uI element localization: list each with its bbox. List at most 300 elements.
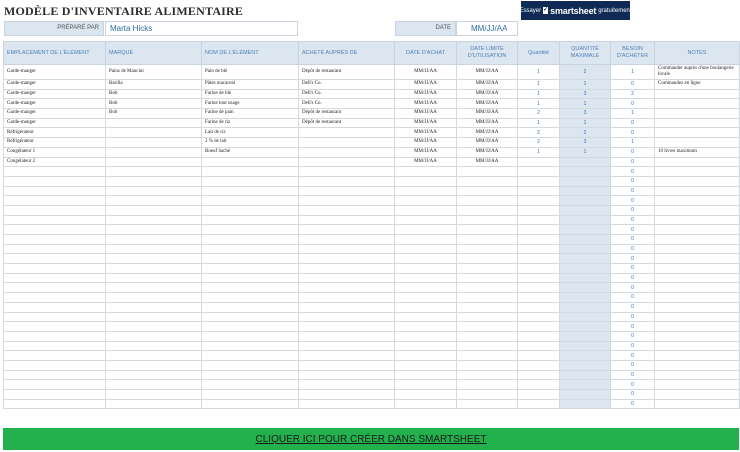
- cell-brand[interactable]: [106, 157, 202, 167]
- cell-location[interactable]: Garde-manger: [4, 65, 106, 80]
- cell-purchase-date[interactable]: MM/JJ/AA: [395, 138, 457, 148]
- cell-max-quantity[interactable]: [560, 380, 611, 390]
- cell-location[interactable]: [4, 215, 106, 225]
- cell-quantity[interactable]: [518, 370, 560, 380]
- cell-purchased-from[interactable]: [299, 341, 395, 351]
- cell-notes[interactable]: [655, 89, 740, 99]
- cell-purchased-from[interactable]: [299, 264, 395, 274]
- cell-quantity[interactable]: [518, 331, 560, 341]
- cell-expiry-date[interactable]: [457, 322, 518, 332]
- cell-max-quantity[interactable]: [560, 322, 611, 332]
- cell-quantity[interactable]: 1: [518, 118, 560, 128]
- cell-purchase-date[interactable]: [395, 293, 457, 303]
- cell-purchase-date[interactable]: [395, 360, 457, 370]
- cell-purchase-date[interactable]: [395, 176, 457, 186]
- cell-quantity[interactable]: 1: [518, 147, 560, 157]
- cell-max-quantity[interactable]: [560, 254, 611, 264]
- cell-item-name[interactable]: [202, 312, 299, 322]
- cell-purchased-from[interactable]: [299, 147, 395, 157]
- cell-max-quantity[interactable]: [560, 283, 611, 293]
- cell-max-quantity[interactable]: 1: [560, 80, 611, 90]
- cell-item-name[interactable]: Pain de blé: [202, 65, 299, 80]
- cell-purchased-from[interactable]: [299, 225, 395, 235]
- cell-max-quantity[interactable]: [560, 341, 611, 351]
- cell-expiry-date[interactable]: MM/JJ/AA: [457, 128, 518, 138]
- cell-max-quantity[interactable]: [560, 205, 611, 215]
- cell-purchased-from[interactable]: [299, 138, 395, 148]
- cell-location[interactable]: [4, 399, 106, 409]
- cell-location[interactable]: [4, 312, 106, 322]
- cell-purchase-date[interactable]: MM/JJ/AA: [395, 99, 457, 109]
- cell-brand[interactable]: [106, 138, 202, 148]
- cell-max-quantity[interactable]: [560, 264, 611, 274]
- cell-quantity[interactable]: [518, 225, 560, 235]
- cell-notes[interactable]: [655, 399, 740, 409]
- cell-brand[interactable]: [106, 273, 202, 283]
- cell-brand[interactable]: [106, 244, 202, 254]
- cell-location[interactable]: Congélateur 2: [4, 157, 106, 167]
- cell-item-name[interactable]: Farine de pain: [202, 109, 299, 119]
- cell-location[interactable]: [4, 322, 106, 332]
- cell-quantity[interactable]: [518, 380, 560, 390]
- cell-expiry-date[interactable]: [457, 235, 518, 245]
- cell-notes[interactable]: [655, 109, 740, 119]
- cell-item-name[interactable]: [202, 186, 299, 196]
- cell-notes[interactable]: [655, 99, 740, 109]
- prepared-by-field[interactable]: Marta Hicks: [105, 21, 298, 36]
- cell-notes[interactable]: [655, 293, 740, 303]
- cell-purchased-from[interactable]: [299, 176, 395, 186]
- cell-item-name[interactable]: [202, 215, 299, 225]
- cell-quantity[interactable]: 2: [518, 138, 560, 148]
- cell-purchased-from[interactable]: [299, 205, 395, 215]
- cell-purchase-date[interactable]: [395, 302, 457, 312]
- cell-location[interactable]: [4, 205, 106, 215]
- cell-brand[interactable]: [106, 147, 202, 157]
- cell-purchase-date[interactable]: [395, 235, 457, 245]
- cell-expiry-date[interactable]: [457, 360, 518, 370]
- cell-notes[interactable]: Commander auprès d'une boulangerie locale: [655, 65, 740, 80]
- cell-purchased-from[interactable]: [299, 302, 395, 312]
- cell-quantity[interactable]: [518, 293, 560, 303]
- cell-purchased-from[interactable]: Dell's Co.: [299, 89, 395, 99]
- cell-purchase-date[interactable]: [395, 370, 457, 380]
- cell-item-name[interactable]: [202, 283, 299, 293]
- cell-brand[interactable]: [106, 176, 202, 186]
- cell-expiry-date[interactable]: [457, 293, 518, 303]
- cell-max-quantity[interactable]: [560, 157, 611, 167]
- cell-purchased-from[interactable]: [299, 360, 395, 370]
- cell-purchased-from[interactable]: Dell's Co.: [299, 99, 395, 109]
- cell-purchase-date[interactable]: [395, 196, 457, 206]
- cell-expiry-date[interactable]: [457, 312, 518, 322]
- cell-purchased-from[interactable]: [299, 331, 395, 341]
- cell-notes[interactable]: [655, 196, 740, 206]
- cell-expiry-date[interactable]: [457, 341, 518, 351]
- cell-brand[interactable]: [106, 341, 202, 351]
- cell-item-name[interactable]: [202, 380, 299, 390]
- cell-purchased-from[interactable]: [299, 380, 395, 390]
- cell-location[interactable]: [4, 331, 106, 341]
- cell-notes[interactable]: [655, 390, 740, 400]
- cell-location[interactable]: Garde-manger: [4, 109, 106, 119]
- cell-max-quantity[interactable]: [560, 196, 611, 206]
- cell-max-quantity[interactable]: [560, 390, 611, 400]
- cell-purchase-date[interactable]: [395, 244, 457, 254]
- cell-purchase-date[interactable]: [395, 341, 457, 351]
- cell-item-name[interactable]: [202, 293, 299, 303]
- cell-max-quantity[interactable]: [560, 360, 611, 370]
- cell-quantity[interactable]: [518, 215, 560, 225]
- cell-item-name[interactable]: [202, 302, 299, 312]
- cell-item-name[interactable]: [202, 157, 299, 167]
- cell-max-quantity[interactable]: [560, 293, 611, 303]
- cell-brand[interactable]: [106, 225, 202, 235]
- cell-location[interactable]: Garde-manger: [4, 99, 106, 109]
- cell-notes[interactable]: [655, 254, 740, 264]
- cell-purchase-date[interactable]: MM/JJ/AA: [395, 80, 457, 90]
- cell-brand[interactable]: [106, 370, 202, 380]
- cell-brand[interactable]: Bob: [106, 99, 202, 109]
- cell-max-quantity[interactable]: 1: [560, 118, 611, 128]
- cell-purchased-from[interactable]: [299, 167, 395, 177]
- cell-item-name[interactable]: [202, 235, 299, 245]
- cell-max-quantity[interactable]: [560, 225, 611, 235]
- cell-notes[interactable]: 10 livres maximum: [655, 147, 740, 157]
- cell-brand[interactable]: Bob: [106, 109, 202, 119]
- cell-quantity[interactable]: [518, 360, 560, 370]
- cell-brand[interactable]: Bob: [106, 89, 202, 99]
- cell-brand[interactable]: [106, 293, 202, 303]
- cell-item-name[interactable]: [202, 341, 299, 351]
- cell-quantity[interactable]: 2: [518, 128, 560, 138]
- cell-item-name[interactable]: [202, 360, 299, 370]
- cell-item-name[interactable]: [202, 244, 299, 254]
- cell-item-name[interactable]: [202, 176, 299, 186]
- cell-purchased-from[interactable]: [299, 399, 395, 409]
- cell-item-name[interactable]: [202, 331, 299, 341]
- cell-item-name[interactable]: [202, 254, 299, 264]
- cell-quantity[interactable]: 1: [518, 89, 560, 99]
- cell-expiry-date[interactable]: MM/JJ/AA: [457, 157, 518, 167]
- cell-location[interactable]: [4, 351, 106, 361]
- cell-quantity[interactable]: [518, 176, 560, 186]
- cell-expiry-date[interactable]: [457, 370, 518, 380]
- cell-quantity[interactable]: [518, 167, 560, 177]
- cell-location[interactable]: Congélateur 1: [4, 147, 106, 157]
- cell-item-name[interactable]: [202, 399, 299, 409]
- cell-brand[interactable]: [106, 351, 202, 361]
- cell-quantity[interactable]: [518, 341, 560, 351]
- cell-quantity[interactable]: [518, 390, 560, 400]
- cell-item-name[interactable]: Farine tout usage: [202, 99, 299, 109]
- cell-purchase-date[interactable]: MM/JJ/AA: [395, 128, 457, 138]
- cell-location[interactable]: Garde-manger: [4, 80, 106, 90]
- cell-item-name[interactable]: 2 % de lait: [202, 138, 299, 148]
- cell-location[interactable]: Garde-manger: [4, 118, 106, 128]
- cell-brand[interactable]: [106, 302, 202, 312]
- cell-expiry-date[interactable]: MM/JJ/AA: [457, 138, 518, 148]
- cell-item-name[interactable]: [202, 196, 299, 206]
- cell-max-quantity[interactable]: 2: [560, 128, 611, 138]
- cell-max-quantity[interactable]: 3: [560, 89, 611, 99]
- cell-purchase-date[interactable]: [395, 322, 457, 332]
- cell-expiry-date[interactable]: [457, 215, 518, 225]
- cell-expiry-date[interactable]: [457, 331, 518, 341]
- cell-max-quantity[interactable]: [560, 399, 611, 409]
- cell-quantity[interactable]: [518, 254, 560, 264]
- cell-purchased-from[interactable]: [299, 186, 395, 196]
- cell-location[interactable]: [4, 235, 106, 245]
- cell-purchased-from[interactable]: [299, 215, 395, 225]
- cell-location[interactable]: [4, 273, 106, 283]
- cell-purchase-date[interactable]: MM/JJ/AA: [395, 147, 457, 157]
- cell-notes[interactable]: [655, 273, 740, 283]
- cell-notes[interactable]: [655, 138, 740, 148]
- cell-quantity[interactable]: [518, 399, 560, 409]
- cell-location[interactable]: Réfrigérateur: [4, 138, 106, 148]
- cell-location[interactable]: [4, 360, 106, 370]
- cell-purchase-date[interactable]: [395, 254, 457, 264]
- cell-location[interactable]: [4, 390, 106, 400]
- cell-brand[interactable]: [106, 128, 202, 138]
- cell-max-quantity[interactable]: [560, 302, 611, 312]
- cell-location[interactable]: [4, 244, 106, 254]
- cell-notes[interactable]: [655, 157, 740, 167]
- cell-notes[interactable]: [655, 331, 740, 341]
- cell-quantity[interactable]: [518, 157, 560, 167]
- cell-notes[interactable]: [655, 380, 740, 390]
- cell-expiry-date[interactable]: [457, 390, 518, 400]
- cell-notes[interactable]: [655, 186, 740, 196]
- cell-location[interactable]: [4, 176, 106, 186]
- cell-expiry-date[interactable]: [457, 176, 518, 186]
- cell-max-quantity[interactable]: 1: [560, 99, 611, 109]
- cell-brand[interactable]: [106, 186, 202, 196]
- cell-item-name[interactable]: [202, 370, 299, 380]
- cell-item-name[interactable]: Farine de blé: [202, 89, 299, 99]
- cell-purchased-from[interactable]: [299, 283, 395, 293]
- cell-quantity[interactable]: [518, 264, 560, 274]
- cell-purchase-date[interactable]: [395, 167, 457, 177]
- cell-expiry-date[interactable]: MM/JJ/AA: [457, 118, 518, 128]
- cell-location[interactable]: [4, 225, 106, 235]
- cell-item-name[interactable]: [202, 264, 299, 274]
- cell-item-name[interactable]: Boeuf haché: [202, 147, 299, 157]
- cell-expiry-date[interactable]: [457, 380, 518, 390]
- cell-quantity[interactable]: 2: [518, 109, 560, 119]
- cell-location[interactable]: Garde-manger: [4, 89, 106, 99]
- cell-purchased-from[interactable]: [299, 390, 395, 400]
- cell-purchase-date[interactable]: [395, 215, 457, 225]
- cell-expiry-date[interactable]: MM/JJ/AA: [457, 89, 518, 99]
- cell-max-quantity[interactable]: [560, 167, 611, 177]
- cell-max-quantity[interactable]: [560, 370, 611, 380]
- cell-expiry-date[interactable]: [457, 283, 518, 293]
- cell-brand[interactable]: [106, 254, 202, 264]
- cell-expiry-date[interactable]: [457, 244, 518, 254]
- cell-notes[interactable]: [655, 264, 740, 274]
- date-field[interactable]: MM/JJ/AA: [456, 21, 518, 36]
- create-in-smartsheet-button[interactable]: [3, 428, 739, 450]
- cell-purchased-from[interactable]: [299, 312, 395, 322]
- cell-quantity[interactable]: [518, 312, 560, 322]
- cell-expiry-date[interactable]: MM/JJ/AA: [457, 99, 518, 109]
- cell-expiry-date[interactable]: [457, 205, 518, 215]
- cell-item-name[interactable]: Farine de riz: [202, 118, 299, 128]
- cell-quantity[interactable]: [518, 351, 560, 361]
- cell-purchased-from[interactable]: [299, 293, 395, 303]
- cell-brand[interactable]: [106, 312, 202, 322]
- cell-item-name[interactable]: Lait de riz: [202, 128, 299, 138]
- cell-expiry-date[interactable]: MM/JJ/AA: [457, 109, 518, 119]
- cell-expiry-date[interactable]: [457, 186, 518, 196]
- cell-item-name[interactable]: Pâtes macaroni: [202, 80, 299, 90]
- cell-item-name[interactable]: [202, 273, 299, 283]
- cell-brand[interactable]: [106, 215, 202, 225]
- cell-brand[interactable]: [106, 390, 202, 400]
- cell-item-name[interactable]: [202, 167, 299, 177]
- cell-item-name[interactable]: [202, 322, 299, 332]
- cell-purchased-from[interactable]: Dell's Co.: [299, 80, 395, 90]
- cell-brand[interactable]: Barilla: [106, 80, 202, 90]
- cell-brand[interactable]: [106, 235, 202, 245]
- cell-notes[interactable]: [655, 312, 740, 322]
- cell-notes[interactable]: [655, 128, 740, 138]
- cell-brand[interactable]: [106, 360, 202, 370]
- cell-purchased-from[interactable]: [299, 273, 395, 283]
- cell-notes[interactable]: [655, 370, 740, 380]
- cell-purchase-date[interactable]: MM/JJ/AA: [395, 65, 457, 80]
- cell-expiry-date[interactable]: MM/JJ/AA: [457, 147, 518, 157]
- cell-purchased-from[interactable]: Dépôt de restaurant: [299, 118, 395, 128]
- cell-expiry-date[interactable]: [457, 302, 518, 312]
- cell-max-quantity[interactable]: 3: [560, 109, 611, 119]
- cell-purchase-date[interactable]: [395, 225, 457, 235]
- cell-brand[interactable]: [106, 118, 202, 128]
- cell-purchased-from[interactable]: [299, 322, 395, 332]
- cell-purchased-from[interactable]: [299, 370, 395, 380]
- cell-quantity[interactable]: [518, 302, 560, 312]
- cell-expiry-date[interactable]: [457, 167, 518, 177]
- cell-location[interactable]: [4, 283, 106, 293]
- cell-notes[interactable]: [655, 360, 740, 370]
- cell-location[interactable]: Réfrigérateur: [4, 128, 106, 138]
- cell-purchase-date[interactable]: [395, 264, 457, 274]
- smartsheet-trial-banner[interactable]: [521, 1, 630, 20]
- cell-notes[interactable]: [655, 302, 740, 312]
- cell-notes[interactable]: [655, 322, 740, 332]
- cell-purchase-date[interactable]: [395, 205, 457, 215]
- cell-purchase-date[interactable]: MM/JJ/AA: [395, 157, 457, 167]
- cell-max-quantity[interactable]: 3: [560, 138, 611, 148]
- cell-max-quantity[interactable]: [560, 312, 611, 322]
- cell-expiry-date[interactable]: [457, 264, 518, 274]
- cell-purchase-date[interactable]: [395, 351, 457, 361]
- cell-notes[interactable]: [655, 225, 740, 235]
- cell-quantity[interactable]: [518, 235, 560, 245]
- cell-location[interactable]: [4, 341, 106, 351]
- cell-location[interactable]: [4, 370, 106, 380]
- cell-notes[interactable]: [655, 215, 740, 225]
- cell-purchased-from[interactable]: [299, 196, 395, 206]
- cell-purchase-date[interactable]: [395, 186, 457, 196]
- cell-purchase-date[interactable]: [395, 331, 457, 341]
- cell-expiry-date[interactable]: MM/JJ/AA: [457, 80, 518, 90]
- cell-purchased-from[interactable]: Dépôt de restaurant: [299, 65, 395, 80]
- cell-location[interactable]: [4, 264, 106, 274]
- cell-brand[interactable]: [106, 283, 202, 293]
- cell-max-quantity[interactable]: [560, 176, 611, 186]
- cell-max-quantity[interactable]: 1: [560, 147, 611, 157]
- cell-brand[interactable]: [106, 167, 202, 177]
- cell-purchased-from[interactable]: [299, 351, 395, 361]
- cell-expiry-date[interactable]: [457, 225, 518, 235]
- cell-max-quantity[interactable]: [560, 273, 611, 283]
- cell-expiry-date[interactable]: [457, 196, 518, 206]
- cell-brand[interactable]: [106, 380, 202, 390]
- cell-quantity[interactable]: 1: [518, 80, 560, 90]
- cell-quantity[interactable]: [518, 205, 560, 215]
- cell-brand[interactable]: [106, 264, 202, 274]
- cell-brand[interactable]: [106, 331, 202, 341]
- cell-quantity[interactable]: [518, 186, 560, 196]
- cell-expiry-date[interactable]: [457, 273, 518, 283]
- cell-location[interactable]: [4, 186, 106, 196]
- cell-location[interactable]: [4, 293, 106, 303]
- cell-purchase-date[interactable]: [395, 399, 457, 409]
- cell-brand[interactable]: [106, 196, 202, 206]
- cell-notes[interactable]: [655, 205, 740, 215]
- cell-brand[interactable]: [106, 322, 202, 332]
- cell-max-quantity[interactable]: [560, 186, 611, 196]
- cell-brand[interactable]: [106, 205, 202, 215]
- cell-max-quantity[interactable]: [560, 351, 611, 361]
- cell-purchase-date[interactable]: MM/JJ/AA: [395, 89, 457, 99]
- cell-purchased-from[interactable]: [299, 128, 395, 138]
- cell-brand[interactable]: Pains de Mancini: [106, 65, 202, 80]
- cell-purchased-from[interactable]: [299, 244, 395, 254]
- cell-brand[interactable]: [106, 399, 202, 409]
- cell-location[interactable]: [4, 196, 106, 206]
- cell-max-quantity[interactable]: [560, 331, 611, 341]
- cell-quantity[interactable]: [518, 322, 560, 332]
- cell-max-quantity[interactable]: [560, 215, 611, 225]
- cell-item-name[interactable]: [202, 225, 299, 235]
- cell-purchase-date[interactable]: [395, 390, 457, 400]
- cell-expiry-date[interactable]: [457, 254, 518, 264]
- cell-quantity[interactable]: [518, 244, 560, 254]
- cell-notes[interactable]: [655, 351, 740, 361]
- cell-max-quantity[interactable]: [560, 244, 611, 254]
- cell-purchase-date[interactable]: [395, 312, 457, 322]
- cell-item-name[interactable]: [202, 205, 299, 215]
- cell-item-name[interactable]: [202, 351, 299, 361]
- cell-quantity[interactable]: 1: [518, 65, 560, 80]
- cell-notes[interactable]: [655, 283, 740, 293]
- cell-notes[interactable]: [655, 244, 740, 254]
- cell-location[interactable]: [4, 302, 106, 312]
- cell-purchased-from[interactable]: [299, 157, 395, 167]
- cell-notes[interactable]: [655, 235, 740, 245]
- cell-notes[interactable]: [655, 341, 740, 351]
- cell-quantity[interactable]: [518, 273, 560, 283]
- cell-notes[interactable]: [655, 118, 740, 128]
- cell-expiry-date[interactable]: [457, 351, 518, 361]
- cell-quantity[interactable]: [518, 283, 560, 293]
- cell-expiry-date[interactable]: MM/JJ/AA: [457, 65, 518, 80]
- cell-purchase-date[interactable]: MM/JJ/AA: [395, 118, 457, 128]
